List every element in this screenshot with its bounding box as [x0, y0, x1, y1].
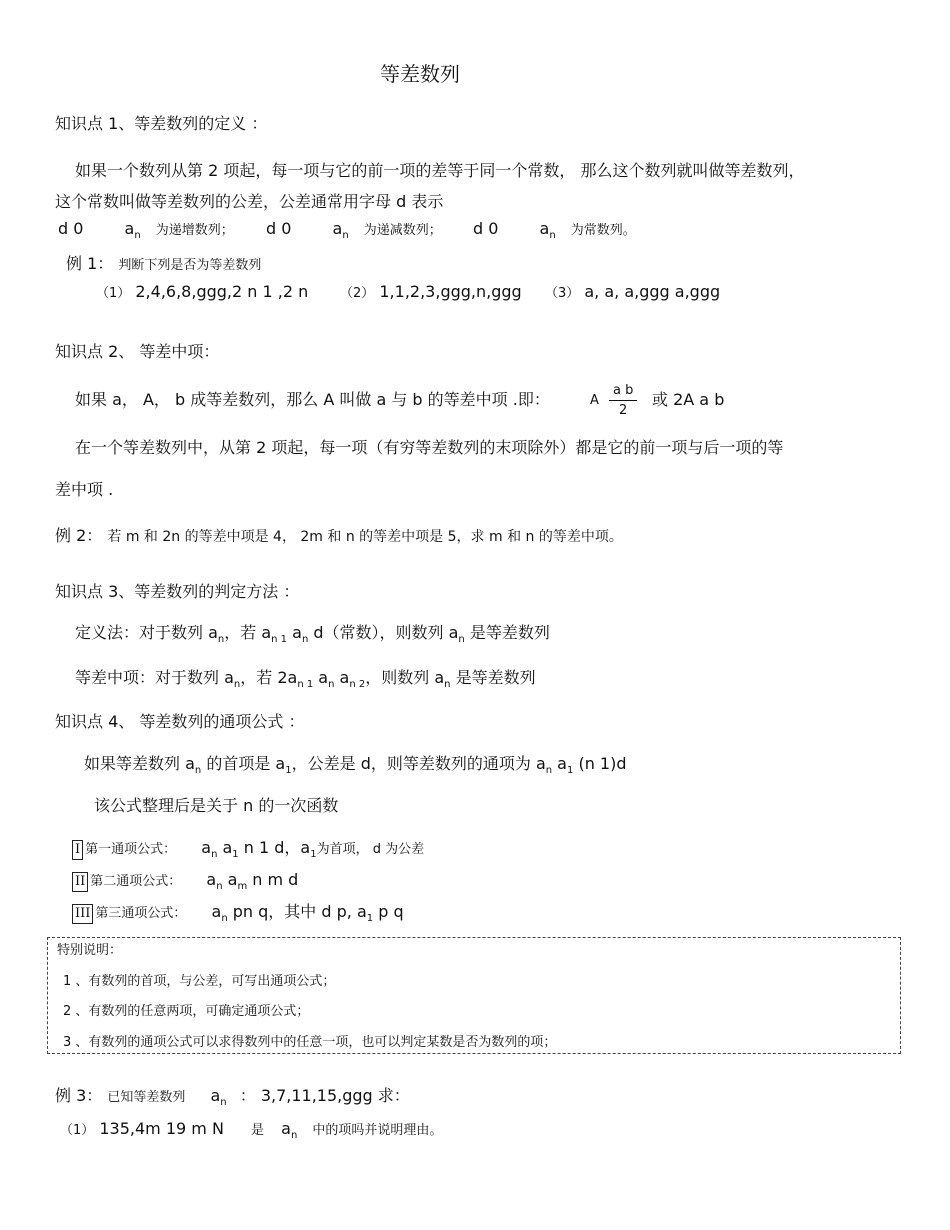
kp2-paragraph-line1: 在一个等差数列中，从第 2 项起，每一项（有穷等差数列的末项除外）都是它的前一项与后一项的等 — [75, 438, 784, 457]
formula-expression — [206, 870, 299, 892]
seq-symbol: a — [332, 219, 343, 238]
subscript: n — [194, 765, 202, 776]
example-1-item-2 — [340, 284, 522, 300]
fraction-numerator: a b — [609, 383, 637, 401]
subscript: n 1 — [271, 634, 288, 645]
formula-label: 第三通项公式： — [95, 906, 187, 921]
text: a — [222, 870, 238, 889]
item-value: 2,4,6,8,ggg,2 n 1 ,2 n — [135, 282, 309, 301]
subscript: n — [444, 679, 451, 690]
kp2-definition: 如果 a， A， b 成等差数列，那么 A 叫做 a 与 b 的等差中项 .即： — [75, 390, 550, 409]
text: pn q，其中 d p, a — [227, 902, 367, 921]
text: ，若 a — [224, 623, 272, 642]
example-1-item-3 — [545, 284, 720, 300]
fraction — [609, 383, 637, 418]
seq-symbol: a — [539, 219, 550, 238]
item-value: a, a, a,ggg a,ggg — [584, 282, 721, 301]
formula-A: A — [590, 393, 599, 408]
item-value: 135,4m 19 m N — [99, 1119, 224, 1138]
roman-numeral-box: I — [72, 840, 83, 860]
text: 如果等差数列 a — [84, 754, 195, 773]
subscript: 1 — [232, 849, 239, 860]
seq-subscript: n — [342, 230, 349, 241]
d-condition: d 0 — [58, 219, 84, 238]
example-question: 判断下列是否为等差数列 — [118, 258, 262, 273]
text: 是等差数列 — [450, 668, 536, 687]
text: a — [552, 754, 567, 773]
seq-subscript: n — [290, 1130, 298, 1141]
text: a — [334, 668, 350, 687]
definition-method — [75, 623, 550, 645]
text: 中的项吗并说明理由。 — [312, 1123, 443, 1138]
d-rule-decreasing — [266, 219, 442, 241]
d-rule-text: 为递增数列； — [155, 223, 234, 238]
seq-symbol: a — [124, 219, 135, 238]
subscript: n 2 — [349, 679, 366, 690]
text: 定义法：对于数列 a — [75, 623, 218, 642]
d-rule-text: 为常数列。 — [570, 223, 636, 238]
subscript: n — [328, 679, 335, 690]
fraction-denominator: 2 — [619, 403, 628, 418]
subscript: 1 — [566, 765, 574, 776]
subscript: n — [217, 634, 225, 645]
item-number: （1） — [96, 286, 131, 301]
sequence-values: ： 3,7,11,15,ggg 求： — [239, 1086, 410, 1105]
example-3 — [55, 1086, 410, 1108]
example-2 — [55, 528, 623, 544]
general-term-statement — [84, 754, 627, 776]
text: 的首项是 a — [201, 754, 286, 773]
d-rule-constant — [473, 219, 636, 241]
subscript: n — [211, 849, 218, 860]
subscript: m — [237, 881, 248, 892]
d-condition: d 0 — [473, 219, 499, 238]
subscript: n — [301, 634, 309, 645]
formula-label: 第一通项公式： — [85, 842, 177, 857]
formula-3 — [72, 904, 404, 924]
roman-numeral-box: III — [72, 904, 93, 924]
seq-subscript: n — [549, 230, 556, 241]
subscript: n — [221, 913, 228, 924]
subscript: n — [216, 881, 223, 892]
middle-term-method — [75, 668, 536, 690]
subscript: 1 — [310, 849, 317, 860]
note-item-1: 1 、有数列的首项，与公差，可写出通项公式； — [63, 974, 336, 989]
subscript: n 1 — [297, 679, 314, 690]
kp2-paragraph-line2: 差中项 . — [55, 480, 114, 499]
item-number: （1） — [60, 1123, 95, 1138]
kp1-heading: 知识点 1、等差数列的定义 ： — [55, 114, 268, 133]
formula-2 — [72, 872, 298, 892]
d-condition: d 0 — [266, 219, 292, 238]
text: a — [313, 668, 329, 687]
d-rule-text: 为递减数列； — [363, 223, 442, 238]
text: a — [201, 838, 212, 857]
subscript: n — [458, 634, 465, 645]
page-title: 等差数列 — [380, 62, 460, 86]
example-label: 例 1： — [66, 254, 114, 273]
example-label: 例 2： — [55, 526, 103, 545]
text: p q — [373, 902, 404, 921]
text: 是 — [251, 1123, 265, 1138]
example-3-sub-1 — [60, 1119, 443, 1141]
roman-numeral-box: II — [72, 872, 88, 892]
formula-1 — [72, 840, 424, 860]
item-value: 1,1,2,3,ggg,n,ggg — [379, 282, 522, 301]
text: ，公差是 d，则等差数列的通项为 a — [291, 754, 546, 773]
text: n 1 d，a — [238, 838, 311, 857]
formula-label: 第二通项公式： — [90, 874, 182, 889]
text: ，则数列 a — [365, 668, 445, 687]
subscript: n — [545, 765, 553, 776]
note-item-2: 2 、有数列的任意两项，可确定通项公式； — [63, 1004, 310, 1019]
example-question: 若 m 和 2n 的等差中项是 4， 2m 和 n 的等差中项是 5，求 m 和 n 的等差中项。 — [107, 529, 623, 545]
example-label: 例 3： — [55, 1086, 103, 1105]
kp2-heading: 知识点 2、 等差中项： — [55, 342, 220, 361]
seq-symbol: a — [210, 1086, 221, 1105]
kp3-heading: 知识点 3、等差数列的判定方法 ： — [55, 582, 300, 601]
kp1-definition-line1: 如果一个数列从第 2 项起，每一项与它的前一项的差等于同一个常数， 那么这个数列就叫做等差数列， — [75, 161, 805, 180]
kp1-definition-line2: 这个常数叫做等差数列的公差，公差通常用字母 d 表示 — [55, 192, 444, 211]
formula-expression — [201, 838, 317, 860]
example-1-item-1 — [96, 284, 308, 300]
note-item-3: 3 、有数列的通项公式可以求得数列中的任意一项，也可以判定某数是否为数列的项； — [63, 1035, 557, 1050]
seq-symbol: a — [281, 1119, 291, 1138]
text: d（常数），则数列 a — [308, 623, 459, 642]
linear-function-note: 该公式整理后是关于 n 的一次函数 — [94, 796, 339, 815]
subscript: 1 — [285, 765, 292, 776]
item-number: （2） — [340, 286, 375, 301]
subscript: n — [233, 679, 241, 690]
item-number: （3） — [545, 286, 580, 301]
formula-2A: 或 2A a b — [652, 390, 725, 409]
text: (n 1)d — [573, 754, 627, 773]
seq-subscript: n — [134, 230, 141, 241]
text: ，若 2a — [240, 668, 298, 687]
seq-subscript: n — [220, 1097, 227, 1108]
text: 等差中项：对于数列 a — [75, 668, 234, 687]
d-rule-increasing — [58, 219, 234, 241]
formula-tail: 为首项， d 为公差 — [316, 842, 425, 857]
text: a — [211, 902, 222, 921]
text: a — [206, 870, 217, 889]
text: 是等差数列 — [464, 623, 550, 642]
kp4-heading: 知识点 4、 等差数列的通项公式 ： — [55, 712, 305, 731]
example-1 — [66, 256, 261, 272]
example-question: 已知等差数列 — [107, 1090, 186, 1105]
note-title: 特别说明： — [57, 943, 123, 958]
text: n m d — [247, 870, 299, 889]
text: a — [217, 838, 233, 857]
text: a — [287, 623, 302, 642]
formula-expression — [211, 902, 404, 924]
subscript: 1 — [366, 913, 374, 924]
